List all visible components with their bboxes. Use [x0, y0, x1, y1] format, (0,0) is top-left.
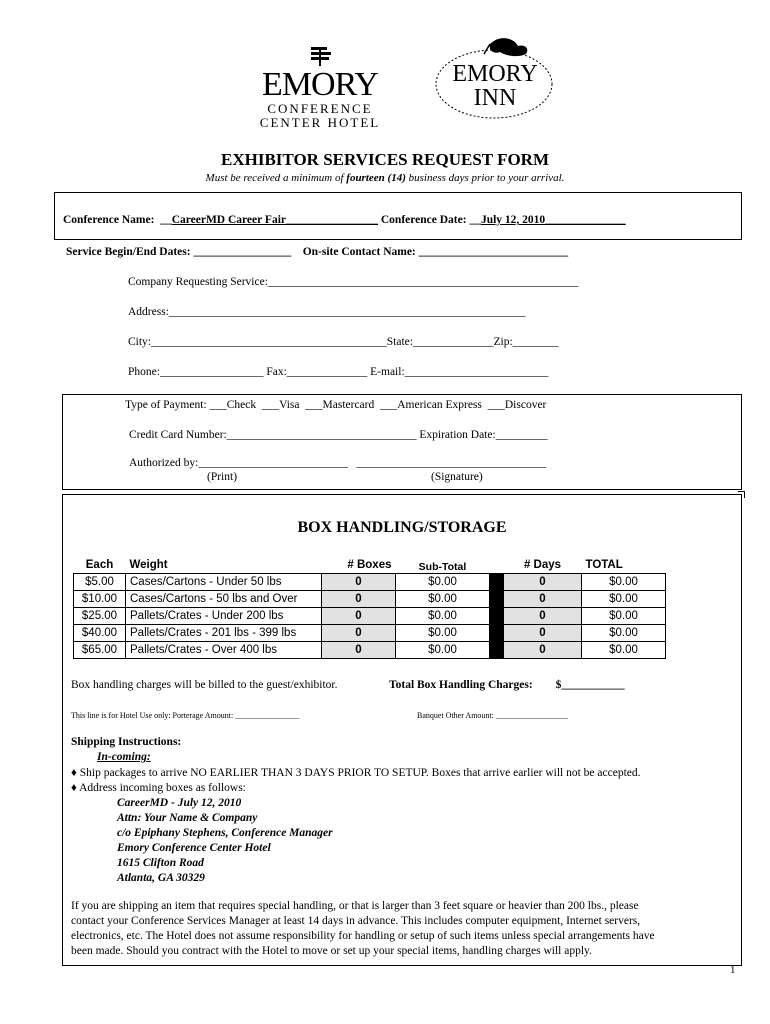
service-dates-field[interactable]: _________________ — [193, 246, 292, 258]
weight-cell: Pallets/Crates - Over 400 lbs — [126, 642, 322, 659]
total-cell: $0.00 — [582, 591, 666, 608]
boxes-cell[interactable]: 0 — [322, 642, 396, 659]
black-divider — [490, 591, 504, 608]
shipping-bullet-2-text: Address incoming boxes as follows: — [79, 782, 246, 794]
onsite-contact-field[interactable]: __________________________ — [418, 246, 569, 258]
table-row — [74, 642, 666, 659]
address-line-6: Atlanta, GA 30329 — [117, 872, 205, 884]
service-line — [66, 246, 568, 258]
weight-cell: Cases/Cartons - Under 50 lbs — [126, 574, 322, 591]
paragraph-line-1: If you are shipping an item that requires special handling, or that is larger than 3 feet square or heavier than 200 lbs., please — [71, 900, 639, 912]
company-field[interactable]: ______________________________________________________ — [267, 276, 579, 288]
subtitle-suffix: business days prior to your arrival. — [405, 172, 565, 184]
header-total: TOTAL — [585, 559, 623, 571]
paragraph-line-2: contact your Conference Services Manager at least 14 days in advance. This includes computer equipment, Internet servers, — [71, 915, 641, 927]
emory-inn-logo — [430, 36, 560, 124]
payment-option-check[interactable]: Check — [226, 399, 257, 411]
subtotal-cell: $0.00 — [396, 574, 490, 591]
address-line-3: c/o Epiphany Stephens, Conference Manager — [117, 827, 333, 839]
header-days: # Days — [523, 559, 562, 571]
subtitle-bold: fourteen (14) — [346, 172, 406, 184]
conference-line: Conference Name: __CareerMD Career Fair________________ Conference Date: __July 12, 2010______________ — [63, 214, 626, 226]
address-line-1: CareerMD - July 12, 2010 — [117, 797, 242, 809]
days-cell[interactable]: 0 — [504, 642, 582, 659]
flag-icon — [307, 46, 333, 66]
days-cell[interactable]: 0 — [504, 591, 582, 608]
phone-label: Phone: — [128, 366, 160, 378]
card-line — [129, 429, 547, 441]
subtotal-cell: $0.00 — [396, 642, 490, 659]
conference-name-label: Conference Name: — [63, 214, 155, 226]
emory-conference-center-logo — [250, 40, 390, 140]
boxes-cell[interactable]: 0 — [322, 591, 396, 608]
conference-box — [54, 192, 742, 240]
shipping-bullet-2 — [71, 781, 246, 796]
service-dates-label: Service Begin/End Dates: — [66, 246, 191, 258]
special-handling-paragraph — [71, 899, 735, 959]
company-label: Company Requesting Service: — [128, 276, 268, 288]
header-subtotal: Sub-Total — [418, 561, 467, 573]
each-cell: $5.00 — [74, 574, 126, 591]
black-divider — [490, 642, 504, 659]
company-line — [128, 276, 578, 288]
print-caption: (Print) — [207, 471, 238, 483]
subtotal-cell: $0.00 — [396, 625, 490, 642]
city-field[interactable]: _________________________________________ — [151, 336, 387, 348]
state-field[interactable]: ______________ — [412, 336, 494, 348]
box-handling-section — [62, 494, 742, 966]
header-boxes: # Boxes — [347, 559, 392, 571]
each-cell: $25.00 — [74, 608, 126, 625]
billed-note: Box handling charges will be billed to the guest/exhibitor. — [71, 679, 338, 691]
subtitle-prefix: Must be received a minimum of — [205, 172, 347, 184]
diamond-bullet-icon: ♦ — [71, 767, 77, 779]
total-charges-label: Total Box Handling Charges: — [389, 679, 533, 691]
address-line — [128, 306, 525, 318]
table-row — [74, 591, 666, 608]
payment-option-mastercard[interactable]: Mastercard — [322, 399, 375, 411]
days-cell[interactable]: 0 — [504, 574, 582, 591]
boxes-cell[interactable]: 0 — [322, 625, 396, 642]
payment-option-amex[interactable]: American Express — [397, 399, 482, 411]
payment-option-discover[interactable]: Discover — [504, 399, 547, 411]
total-cell: $0.00 — [582, 642, 666, 659]
zip-field[interactable]: ________ — [512, 336, 559, 348]
header-weight: Weight — [129, 559, 168, 571]
authorized-label: Authorized by: — [129, 457, 199, 469]
conference-name-value[interactable]: CareerMD Career Fair — [171, 214, 286, 226]
days-cell[interactable]: 0 — [504, 625, 582, 642]
subtotal-cell: $0.00 — [396, 608, 490, 625]
payment-type-label: Type of Payment: — [125, 399, 207, 411]
logo-center-hotel-line: CENTER HOTEL — [259, 115, 381, 130]
banquet-field[interactable]: __________________ — [495, 711, 568, 720]
fax-label: Fax: — [266, 366, 287, 378]
total-cell: $0.00 — [582, 608, 666, 625]
conference-date-value[interactable]: July 12, 2010 — [480, 214, 546, 226]
expiration-field[interactable]: _________ — [495, 429, 548, 441]
phone-line — [128, 366, 548, 378]
form-subtitle — [0, 172, 770, 184]
conference-date-label: Conference Date: — [380, 214, 467, 226]
address-field[interactable]: ______________________________________________________________ — [168, 306, 526, 318]
address-line-4: Emory Conference Center Hotel — [117, 842, 271, 854]
total-charges-line — [389, 679, 625, 691]
logo-inn-line1: EMORY — [452, 61, 538, 87]
card-number-label: Credit Card Number: — [129, 429, 227, 441]
payment-type-line: Type of Payment: ___Check ___Visa ___Mastercard ___American Express ___Discover — [125, 399, 547, 411]
box-handling-title: BOX HANDLING/STORAGE — [297, 519, 507, 536]
porterage-label: This line is for Hotel Use only: Porterage Amount: — [71, 711, 234, 720]
authorized-print-field[interactable]: __________________________ — [198, 457, 348, 469]
diamond-bullet-icon: ♦ — [71, 782, 77, 794]
banquet-line — [417, 711, 568, 720]
address-label: Address: — [128, 306, 169, 318]
banquet-label: Banquet Other Amount: — [417, 711, 494, 720]
authorized-line — [129, 457, 546, 469]
paragraph-line-4: been made. Should you contract with the Hotel to move or set up your special items, handling charges will apply. — [71, 945, 592, 957]
logo-conference-line: CONFERENCE — [267, 101, 373, 116]
table-row — [74, 625, 666, 642]
each-cell: $65.00 — [74, 642, 126, 659]
each-cell: $40.00 — [74, 625, 126, 642]
box-handling-table — [73, 557, 666, 659]
black-divider — [490, 625, 504, 642]
signature-caption: (Signature) — [431, 471, 483, 483]
boxes-cell[interactable]: 0 — [322, 574, 396, 591]
shipping-address-block — [117, 796, 333, 886]
payment-box — [62, 394, 742, 490]
payment-option-visa[interactable]: Visa — [279, 399, 300, 411]
weight-cell: Cases/Cartons - 50 lbs and Over — [126, 591, 322, 608]
state-label: State: — [386, 336, 413, 348]
black-divider — [490, 608, 504, 625]
total-cell: $0.00 — [582, 574, 666, 591]
address-line-2: Attn: Your Name & Company — [117, 812, 258, 824]
each-cell: $10.00 — [74, 591, 126, 608]
total-cell: $0.00 — [582, 625, 666, 642]
header-each: Each — [85, 559, 114, 571]
days-cell[interactable]: 0 — [504, 608, 582, 625]
authorized-signature-field[interactable]: _________________________________ — [356, 457, 547, 469]
fax-field[interactable]: ______________ — [286, 366, 368, 378]
address-line-5: 1615 Clifton Road — [117, 857, 204, 869]
boxes-cell[interactable]: 0 — [322, 608, 396, 625]
expiration-label: Expiration Date: — [419, 429, 496, 441]
onsite-contact-label: On-site Contact Name: — [302, 246, 416, 258]
city-line — [128, 336, 559, 348]
form-title: EXHIBITOR SERVICES REQUEST FORM — [221, 150, 549, 169]
porterage-field[interactable]: ________________ — [235, 711, 300, 720]
total-charges-value: $ — [555, 679, 562, 691]
card-number-field[interactable]: _________________________________ — [226, 429, 417, 441]
table-row — [74, 608, 666, 625]
city-label: City: — [128, 336, 152, 348]
subtotal-cell: $0.00 — [396, 591, 490, 608]
email-field[interactable]: _________________________ — [404, 366, 549, 378]
table-row — [74, 574, 666, 591]
shipping-bullet-1-text: Ship packages to arrive NO EARLIER THAN 3 DAYS PRIOR TO SETUP. Boxes that arrive earlier will not be accepted. — [79, 767, 641, 779]
phone-field[interactable]: __________________ — [159, 366, 264, 378]
page-number: 1 — [730, 964, 736, 976]
incoming-heading: In-coming: — [97, 751, 151, 763]
black-divider — [490, 574, 504, 591]
email-label: E-mail: — [370, 366, 405, 378]
shipping-bullet-1 — [71, 766, 641, 781]
total-charges-field[interactable]: ___________ — [561, 679, 625, 691]
logo-inn-line2: INN — [473, 85, 517, 111]
shipping-heading: Shipping Instructions: — [71, 736, 182, 748]
weight-cell: Pallets/Crates - 201 lbs - 399 lbs — [126, 625, 322, 642]
weight-cell: Pallets/Crates - Under 200 lbs — [126, 608, 322, 625]
paragraph-line-3: electronics, etc. The Hotel does not assume responsibility for handling or setup of such items unless special arrangements have — [71, 930, 655, 942]
zip-label: Zip: — [493, 336, 513, 348]
hotel-use-line — [71, 711, 299, 720]
logo-emory-word: EMORY — [262, 66, 378, 103]
